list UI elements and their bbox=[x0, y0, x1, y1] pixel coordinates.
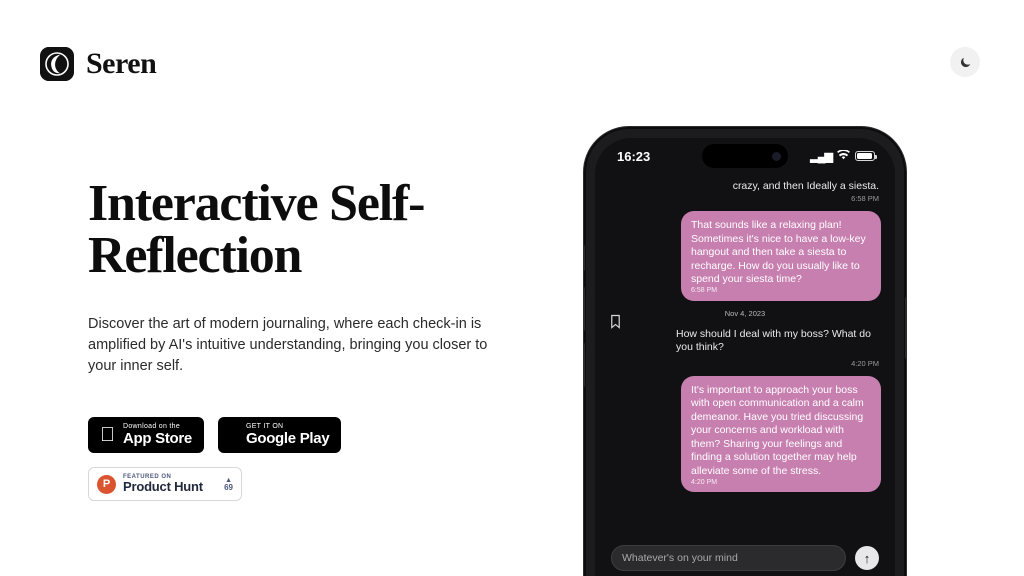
chat-message-assistant bbox=[609, 376, 881, 493]
battery-icon bbox=[855, 151, 875, 161]
google-play-small-label: GET IT ON bbox=[230, 423, 269, 431]
product-hunt-votes bbox=[224, 477, 233, 492]
brand-name: Seren bbox=[86, 47, 157, 80]
message-time: 4:20 PM bbox=[691, 478, 718, 486]
store-badges bbox=[88, 417, 558, 453]
message-composer bbox=[595, 536, 895, 576]
chat-message-assistant bbox=[609, 211, 881, 301]
status-time: 16:23 bbox=[617, 148, 651, 164]
arrow-up-icon[interactable]: ↑ bbox=[855, 546, 879, 570]
face-moon-logo-icon bbox=[40, 47, 74, 81]
caret-up-icon: ▲ bbox=[225, 476, 233, 484]
phone-volume-up-button bbox=[583, 287, 585, 331]
page-title: Interactive Self-Reflection bbox=[88, 175, 425, 284]
brand[interactable] bbox=[40, 47, 156, 81]
app-store-small-label: Download on the bbox=[108, 423, 166, 431]
status-bar bbox=[595, 138, 895, 174]
product-hunt-small-label: FEATURED ON bbox=[123, 474, 172, 481]
product-hunt-badge[interactable] bbox=[88, 467, 242, 501]
chat-top-fragment: crazy, and then Ideally a siesta. bbox=[732, 180, 879, 192]
message-bubble bbox=[681, 211, 881, 301]
front-camera-icon bbox=[772, 152, 781, 161]
wifi-icon bbox=[837, 150, 850, 163]
message-input[interactable] bbox=[611, 545, 846, 571]
apple-icon bbox=[100, 425, 115, 445]
phone-mockup bbox=[583, 126, 907, 576]
site-header bbox=[0, 0, 1024, 124]
bookmark-icon[interactable] bbox=[609, 314, 623, 330]
chat-top-fragment-time: 6:58 PM bbox=[851, 194, 879, 203]
message-text: That sounds like a relaxing plan! Sometimes it's nice to have a low-key hangout and then take a siesta to recharge. How do you usually like to spend your siesta time? bbox=[691, 219, 866, 285]
message-text: How should I deal with my boss? What do you think? bbox=[676, 327, 871, 353]
product-hunt-vote-count: 69 bbox=[224, 482, 233, 492]
message-bubble bbox=[681, 376, 881, 493]
chat-thread bbox=[595, 174, 895, 552]
chat-day-separator: Nov 4, 2023 bbox=[724, 308, 766, 318]
phone-screen bbox=[595, 138, 895, 576]
message-time: 4:20 PM bbox=[851, 358, 879, 368]
phone-mute-switch bbox=[583, 245, 585, 271]
google-play-label: Google Play bbox=[230, 429, 315, 447]
phone-volume-down-button bbox=[583, 343, 585, 387]
app-store-label: App Store bbox=[108, 429, 177, 447]
product-hunt-label: Product Hunt bbox=[123, 479, 203, 495]
dynamic-island bbox=[702, 144, 788, 168]
message-bubble bbox=[676, 326, 881, 357]
message-time: 6:58 PM bbox=[691, 287, 718, 294]
app-store-button[interactable] bbox=[88, 417, 204, 453]
moon-icon[interactable] bbox=[950, 47, 980, 77]
phone-power-button bbox=[905, 297, 907, 359]
hero-subtitle: Discover the art of modern journaling, where each check-in is amplified by AI's intuitive understanding, bringing you closer to your inner self. bbox=[88, 316, 488, 374]
product-hunt-icon: P bbox=[97, 475, 116, 494]
google-play-button[interactable] bbox=[218, 417, 341, 453]
hero-section bbox=[88, 175, 558, 501]
chat-message-user bbox=[609, 326, 881, 357]
message-text: It's important to approach your boss with open communication and a calm demeanor. Have you tried discussing your concerns and workload with them? Sharing your feelings and finding a solution together may help alleviate some of the stress. bbox=[691, 383, 864, 477]
cellular-icon: ▂▄▆ bbox=[810, 150, 832, 163]
message-input-placeholder: Whatever's on your mind bbox=[622, 552, 738, 564]
